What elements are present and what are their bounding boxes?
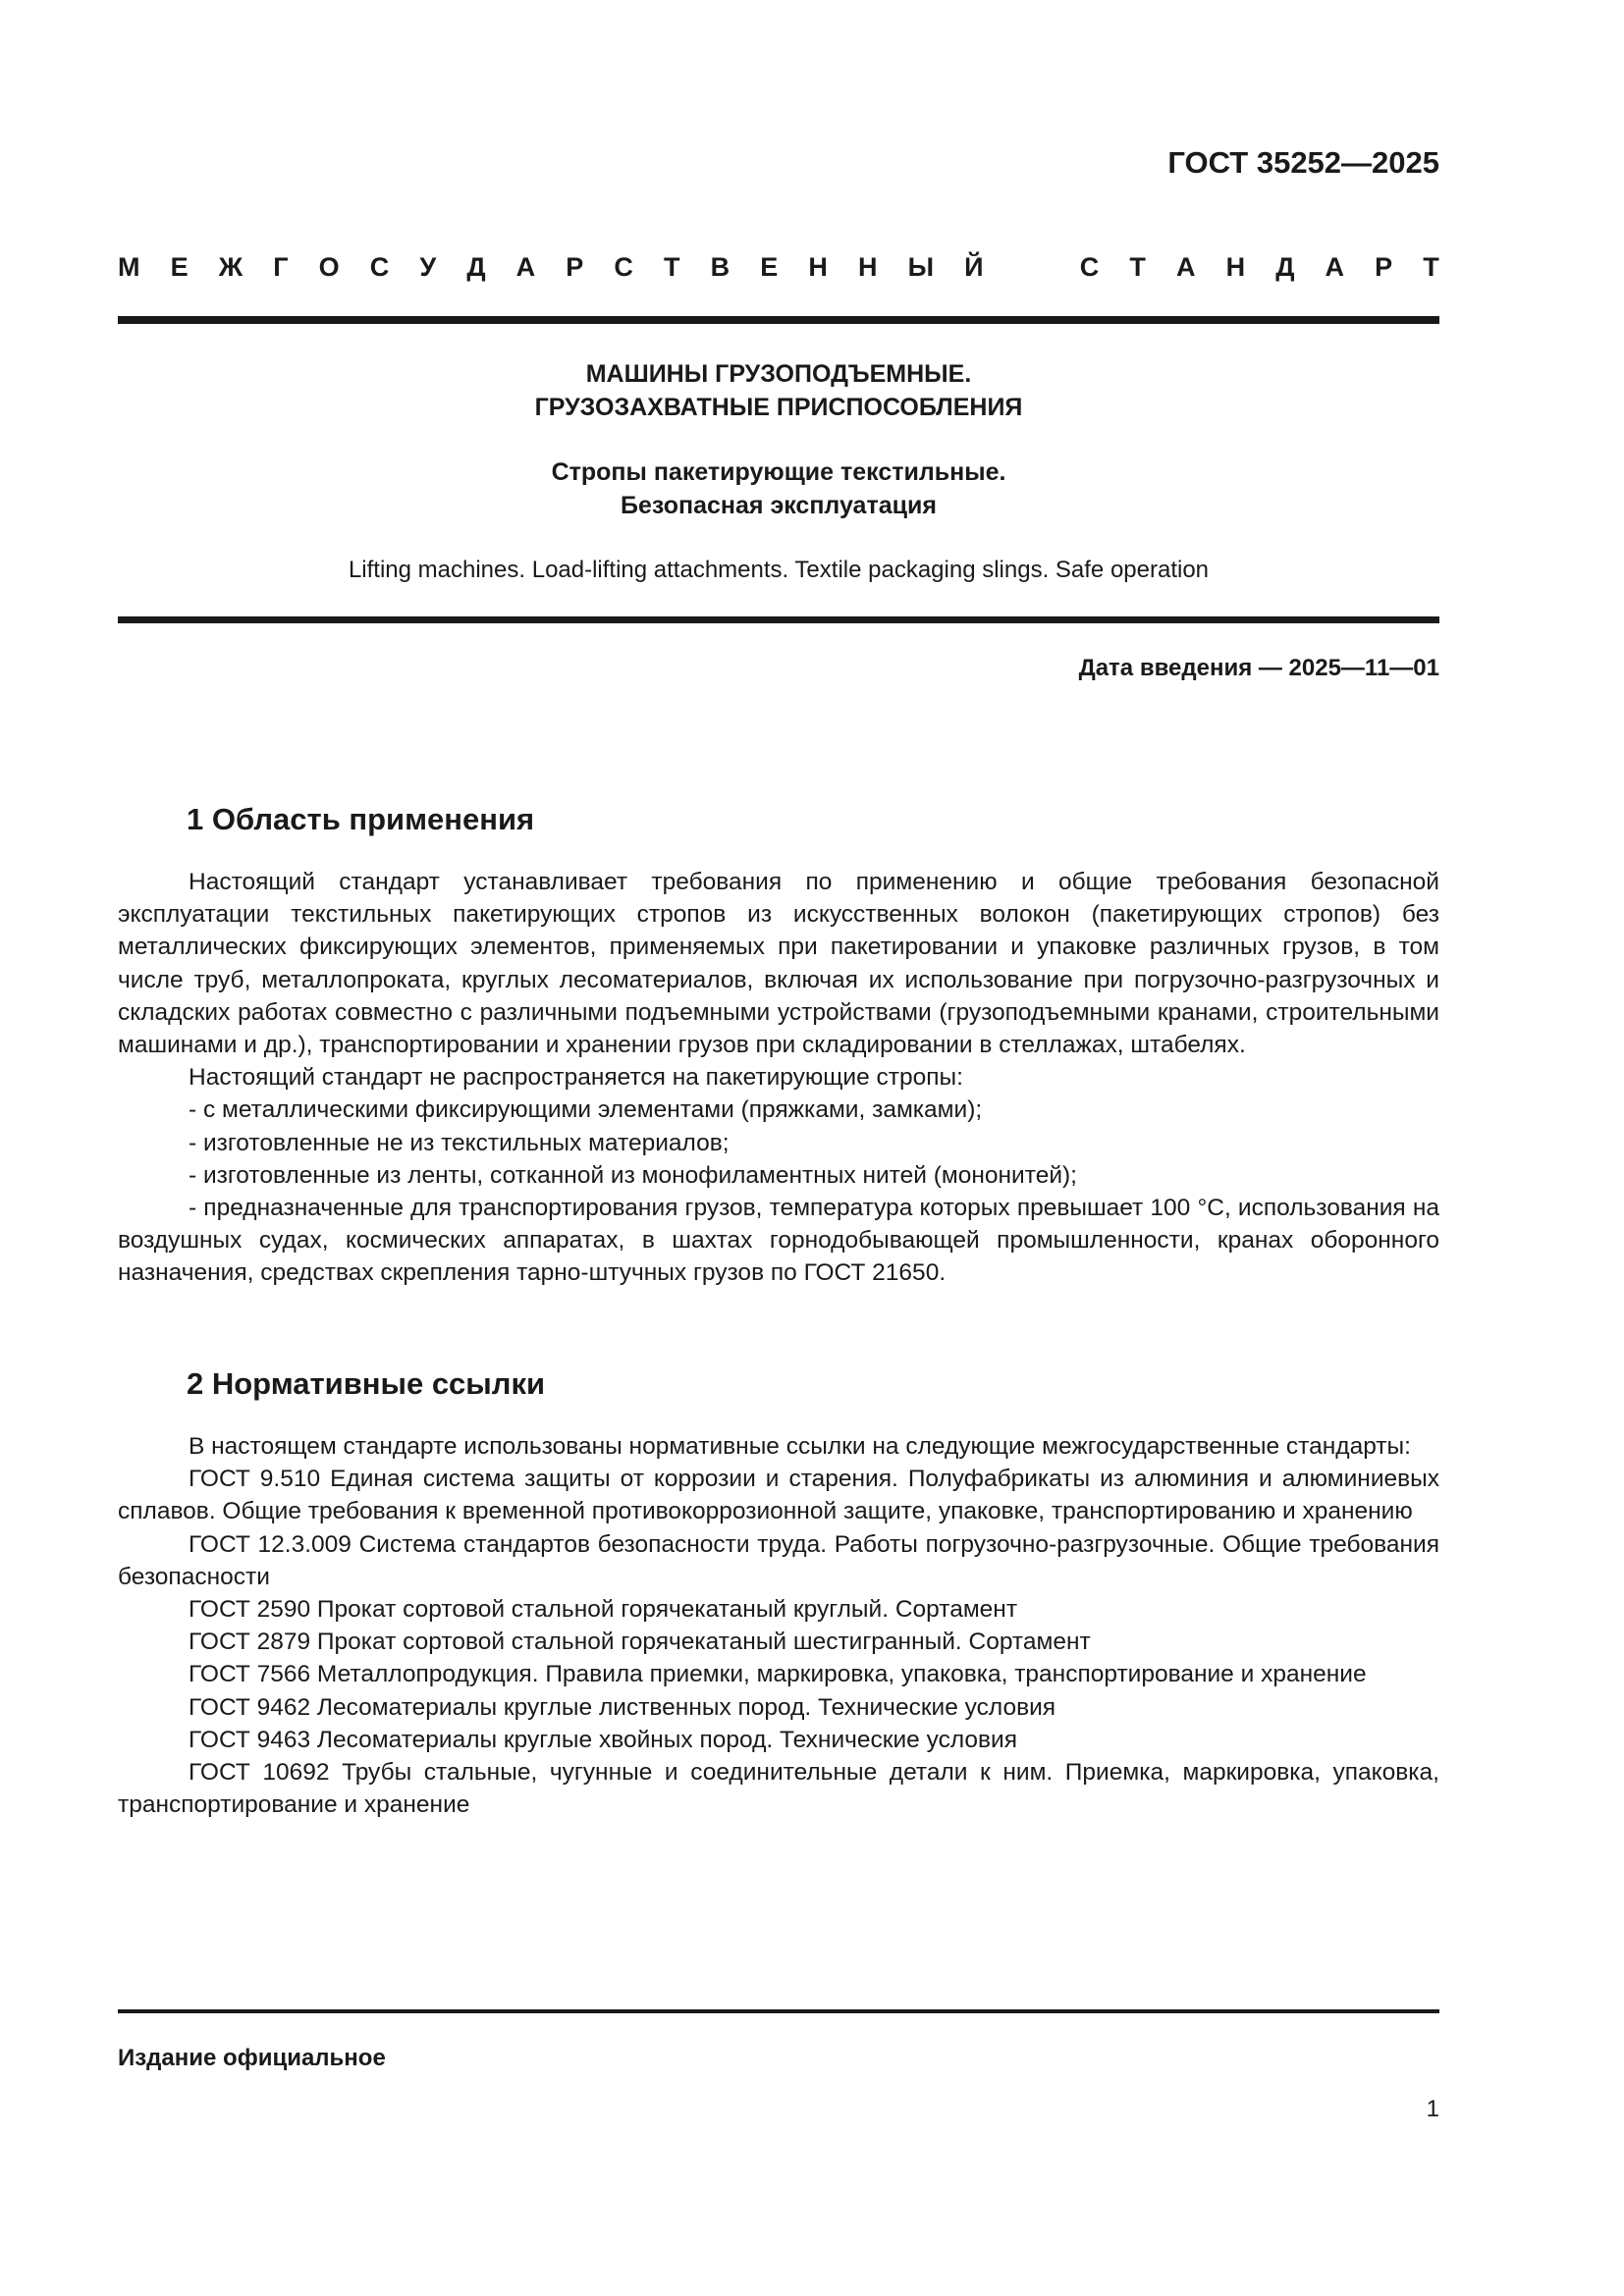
label-letter: Е xyxy=(170,252,189,282)
edition-label: Издание официальное xyxy=(118,2045,386,2071)
reference-item: ГОСТ 10692 Трубы стальные, чугунные и соединительные детали к ним. Приемка, маркировка, упаковка, транспортирование и хранение xyxy=(118,1759,1439,1819)
interstate-standard-label xyxy=(118,252,1439,283)
title-divider xyxy=(118,616,1439,623)
label-letter: Р xyxy=(566,252,584,282)
section-heading: 1 Область применения xyxy=(187,802,535,836)
reference-item: ГОСТ 7566 Металлопродукция. Правила приемки, маркировка, упаковка, транспортирование и хранение xyxy=(189,1661,1367,1688)
label-letter: А xyxy=(1325,252,1345,282)
label-letter: Д xyxy=(466,252,486,282)
title-block xyxy=(118,357,1439,587)
reference-item: ГОСТ 9.510 Единая система защиты от коррозии и старения. Полуфабрикаты из алюминия и алюминиевых сплавов. Общие требования к временной противокоррозионной защите, упаковке, транспортированию и хранению xyxy=(118,1466,1439,1525)
paragraph: Настоящий стандарт устанавливает требования по применению и общие требования безопасной эксплуатации текстильных пакетирующих стропов из искусственных волокон (пакетирующих стропов) без металлических фиксирующих элементов, применяемых при пакетировании и упаковке различных грузов, в том числе труб, металлопроката, круглых лесоматериалов, включая их использование при погрузочно-разгрузочных и складских работах совместно с различными подъемными устройствами (грузоподъемными кранами, строительными машинами и др.), транспортировании и хранении грузов при складировании в стеллажах, штабелях. xyxy=(118,869,1439,1059)
section-heading: 2 Нормативные ссылки xyxy=(187,1366,546,1401)
label-letter: Д xyxy=(1275,252,1295,282)
reference-item: ГОСТ 9462 Лесоматериалы круглые лиственных пород. Технические условия xyxy=(189,1693,1056,1721)
label-letter: С xyxy=(614,252,633,282)
label-letter: Т xyxy=(1129,252,1146,282)
reference-item: ГОСТ 9463 Лесоматериалы круглые хвойных пород. Технические условия xyxy=(189,1726,1017,1753)
label-letter: Н xyxy=(1225,252,1246,282)
label-letter: Г xyxy=(273,252,289,282)
subtitle-line-1: Стропы пакетирующие текстильные. xyxy=(551,458,1006,486)
label-letter: В xyxy=(710,252,731,282)
label-letter: Й xyxy=(964,252,984,282)
label-letter: Т xyxy=(664,252,680,282)
list-item: - с металлическими фиксирующими элементами (пряжками, замками); xyxy=(189,1096,983,1124)
label-letter: С xyxy=(369,252,390,282)
document-code: ГОСТ 35252—2025 xyxy=(1167,145,1439,180)
page-number: 1 xyxy=(1426,2096,1439,2122)
label-letter: У xyxy=(419,252,437,282)
list-item: - изготовленные не из текстильных материалов; xyxy=(189,1129,730,1156)
label-letter: Ж xyxy=(218,252,244,282)
introduction-date: Дата введения — 2025—11—01 xyxy=(1078,655,1439,681)
label-letter: Р xyxy=(1375,252,1393,282)
title-line-2: ГРУЗОЗАХВАТНЫЕ ПРИСПОСОБЛЕНИЯ xyxy=(534,394,1023,421)
subtitle-line-2: Безопасная эксплуатация xyxy=(621,492,937,519)
label-letter: Т xyxy=(1423,252,1439,282)
label-letter: М xyxy=(118,252,140,282)
reference-item: ГОСТ 2879 Прокат сортовой стальной горячекатаный шестигранный. Сортамент xyxy=(189,1629,1091,1656)
label-letter: С xyxy=(1079,252,1100,282)
title-line-1: МАШИНЫ ГРУЗОПОДЪЕМНЫЕ. xyxy=(585,360,972,388)
label-letter: Н xyxy=(857,252,878,282)
paragraph: Настоящий стандарт не распространяется на пакетирующие стропы: xyxy=(189,1064,963,1092)
list-item: - предназначенные для транспортирования грузов, температура которых превышает 100 °С, использования на воздушных судах, космических аппаратах, в шахтах горнодобывающей промышленности, кранах оборонного назначения, средствах скрепления тарно-штучных грузов по ГОСТ 21650. xyxy=(118,1195,1439,1287)
reference-item: ГОСТ 12.3.009 Система стандартов безопасности труда. Работы погрузочно-разгрузочные. Общие требования безопасности xyxy=(118,1530,1439,1590)
top-divider xyxy=(118,316,1439,324)
label-letter: Е xyxy=(760,252,779,282)
label-letter: Ы xyxy=(907,252,935,282)
label-letter: А xyxy=(515,252,536,282)
list-item: - изготовленные из ленты, сотканной из монофиламентных нитей (мононитей); xyxy=(189,1161,1077,1189)
section-scope xyxy=(118,800,1439,1290)
footer-divider xyxy=(118,2009,1439,2013)
paragraph: В настоящем стандарте использованы нормативные ссылки на следующие межгосударственные стандарты: xyxy=(189,1433,1411,1460)
section-normative-references xyxy=(118,1364,1439,1821)
reference-item: ГОСТ 2590 Прокат сортовой стальной горячекатаный круглый. Сортамент xyxy=(189,1596,1018,1624)
word-gap xyxy=(1014,252,1050,283)
label-letter: Н xyxy=(808,252,828,282)
label-letter: А xyxy=(1175,252,1196,282)
label-letter: О xyxy=(318,252,340,282)
english-title: Lifting machines. Load-lifting attachments. Textile packaging slings. Safe operation xyxy=(348,557,1210,583)
